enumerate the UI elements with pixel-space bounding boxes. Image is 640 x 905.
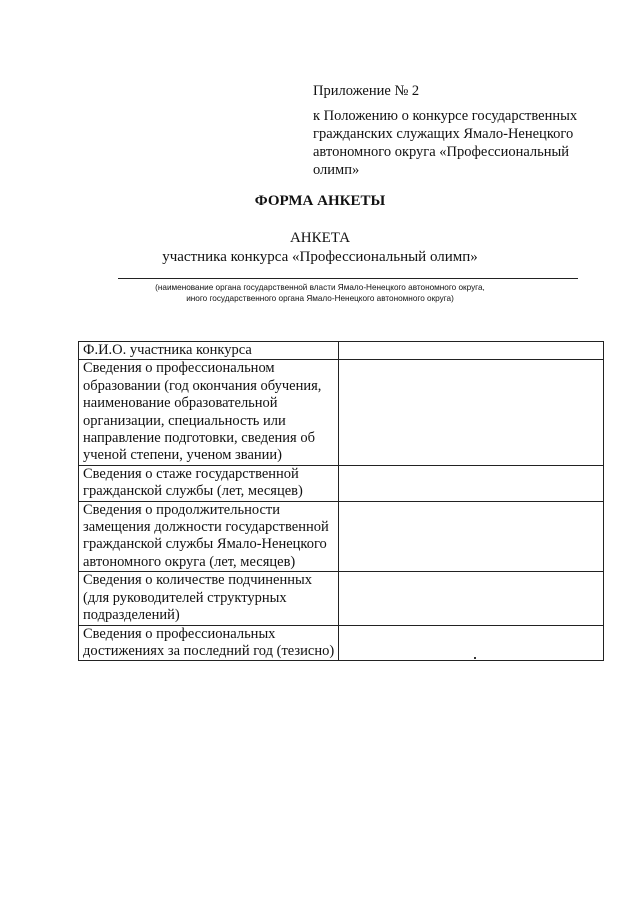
- appendix-block: [313, 82, 613, 179]
- table-row-education: [79, 360, 604, 465]
- row-label-subordinates: Сведения о количестве подчиненных (для руководителей структурных подразделений): [79, 572, 339, 625]
- table-row-fio: [79, 342, 604, 360]
- row-label-fio: Ф.И.О. участника конкурса: [79, 342, 339, 360]
- row-value-achievements[interactable]: [339, 625, 604, 661]
- row-label-position-duration: Сведения о продолжительности замещения должности государственной гражданской службы Ямало-Ненецкого автономного округа (лет, месяцев): [79, 501, 339, 572]
- appendix-number: Приложение № 2: [313, 83, 420, 99]
- org-caption-line-2: иного государственного органа Ямало-Ненецкого автономного округа): [186, 294, 454, 303]
- row-value-position-duration[interactable]: [339, 501, 604, 572]
- questionnaire-heading: [0, 229, 640, 267]
- row-label-achievements: Сведения о профессиональных достижениях за последний год (тезисно): [79, 625, 339, 661]
- table-row-achievements: [79, 625, 604, 661]
- questionnaire-table: [78, 341, 604, 661]
- table-row-service-length: [79, 465, 604, 501]
- row-label-service-length: Сведения о стаже государственной гражданской службы (лет, месяцев): [79, 465, 339, 501]
- scan-speck: [474, 657, 476, 659]
- org-caption-line-1: (наименование органа государственной власти Ямало-Ненецкого автономного округа,: [155, 283, 485, 292]
- row-label-education: Сведения о профессиональном образовании (год окончания обучения, наименование образовательной организации, специальность или направление подготовки, сведения об ученой степени, ученом звании): [79, 360, 339, 465]
- row-value-subordinates[interactable]: [339, 572, 604, 625]
- table-row-subordinates: [79, 572, 604, 625]
- org-name-blank-line[interactable]: [118, 278, 578, 279]
- row-value-education[interactable]: [339, 360, 604, 465]
- questionnaire-subtitle: участника конкурса «Профессиональный олимп»: [162, 249, 478, 265]
- org-name-caption: [0, 282, 640, 304]
- form-title: ФОРМА АНКЕТЫ: [254, 193, 386, 209]
- table-row-position-duration: [79, 501, 604, 572]
- questionnaire-title: АНКЕТА: [289, 230, 351, 246]
- appendix-reference: к Положению о конкурсе государственных гражданских служащих Ямало-Ненецкого автономного округа «Профессиональный олимп»: [313, 108, 578, 178]
- row-value-fio[interactable]: [339, 342, 604, 360]
- row-value-service-length[interactable]: [339, 465, 604, 501]
